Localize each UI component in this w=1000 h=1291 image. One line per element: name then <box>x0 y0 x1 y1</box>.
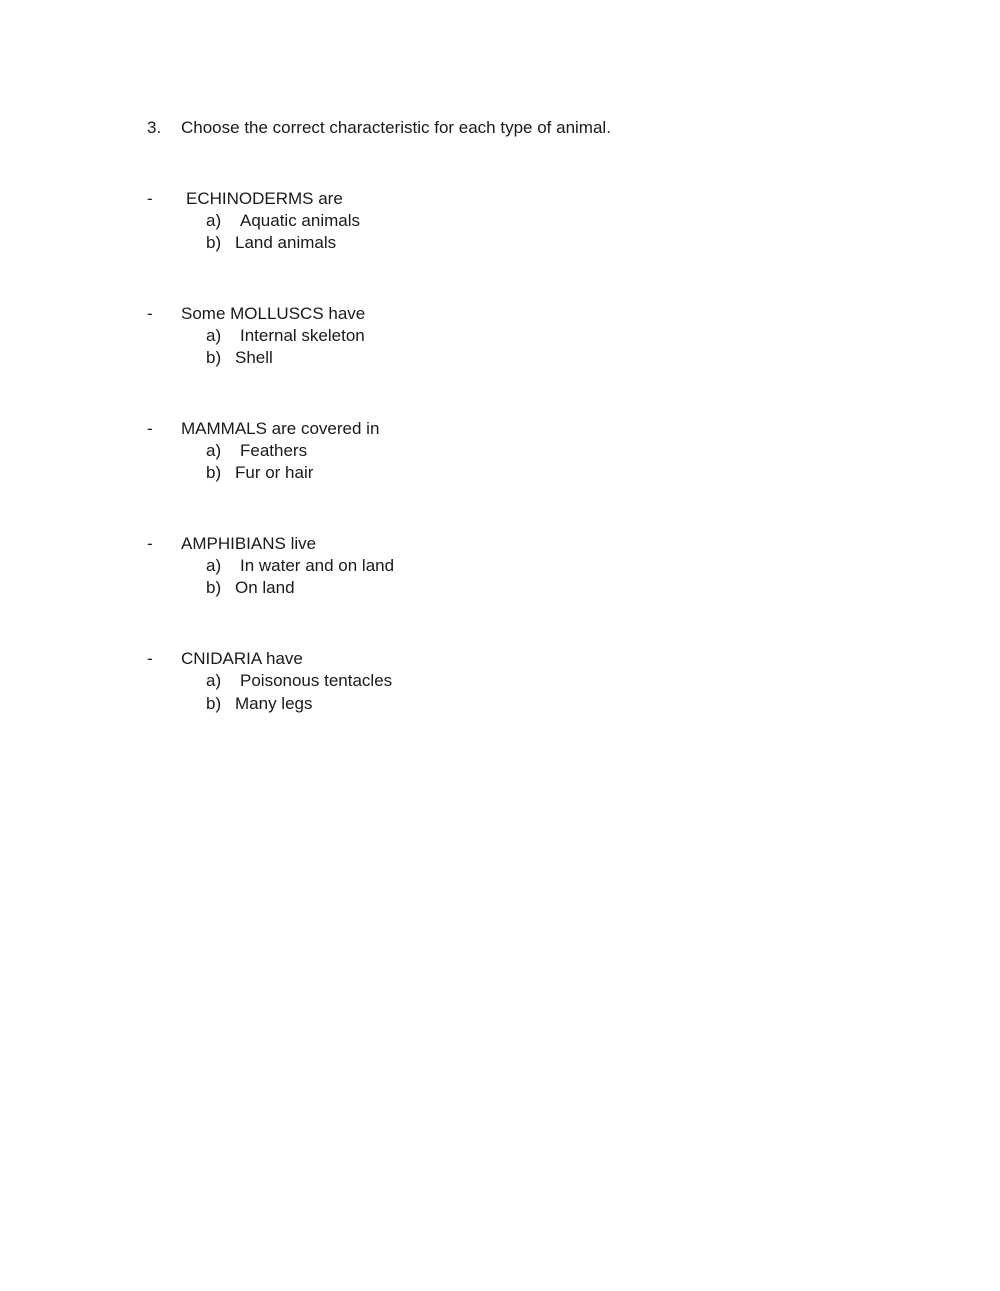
option-b-text[interactable]: Shell <box>235 348 273 367</box>
option-a-label: a) <box>206 211 222 230</box>
option-b-text[interactable]: Land animals <box>235 233 337 252</box>
item-stem: ECHINODERMS are <box>186 189 343 208</box>
item-bullet: - <box>147 419 153 438</box>
item-stem: AMPHIBIANS live <box>181 534 317 553</box>
item-stem: Some MOLLUSCS have <box>181 304 366 323</box>
item-bullet: - <box>147 534 153 553</box>
option-a-text[interactable]: Poisonous tentacles <box>240 671 393 690</box>
option-a-label: a) <box>206 326 222 345</box>
option-a-text[interactable]: Feathers <box>240 441 308 460</box>
item-bullet: - <box>147 189 153 208</box>
item-bullet: - <box>147 304 153 323</box>
option-b-label: b) <box>206 348 222 367</box>
option-b-text[interactable]: On land <box>235 578 295 597</box>
item-stem: CNIDARIA have <box>181 649 303 668</box>
option-b-label: b) <box>206 694 222 713</box>
option-b-text[interactable]: Fur or hair <box>235 463 314 482</box>
item-stem: MAMMALS are covered in <box>181 419 380 438</box>
option-b-text[interactable]: Many legs <box>235 694 313 713</box>
question-instruction: Choose the correct characteristic for each type of animal. <box>181 118 611 137</box>
option-a-text[interactable]: Internal skeleton <box>240 326 365 345</box>
option-b-label: b) <box>206 578 222 597</box>
option-a-text[interactable]: Aquatic animals <box>240 211 361 230</box>
item-bullet: - <box>147 649 153 668</box>
option-a-text[interactable]: In water and on land <box>240 556 395 575</box>
option-a-label: a) <box>206 671 222 690</box>
question-number: 3. <box>147 118 162 137</box>
option-a-label: a) <box>206 556 222 575</box>
option-a-label: a) <box>206 441 222 460</box>
option-b-label: b) <box>206 233 222 252</box>
option-b-label: b) <box>206 463 222 482</box>
